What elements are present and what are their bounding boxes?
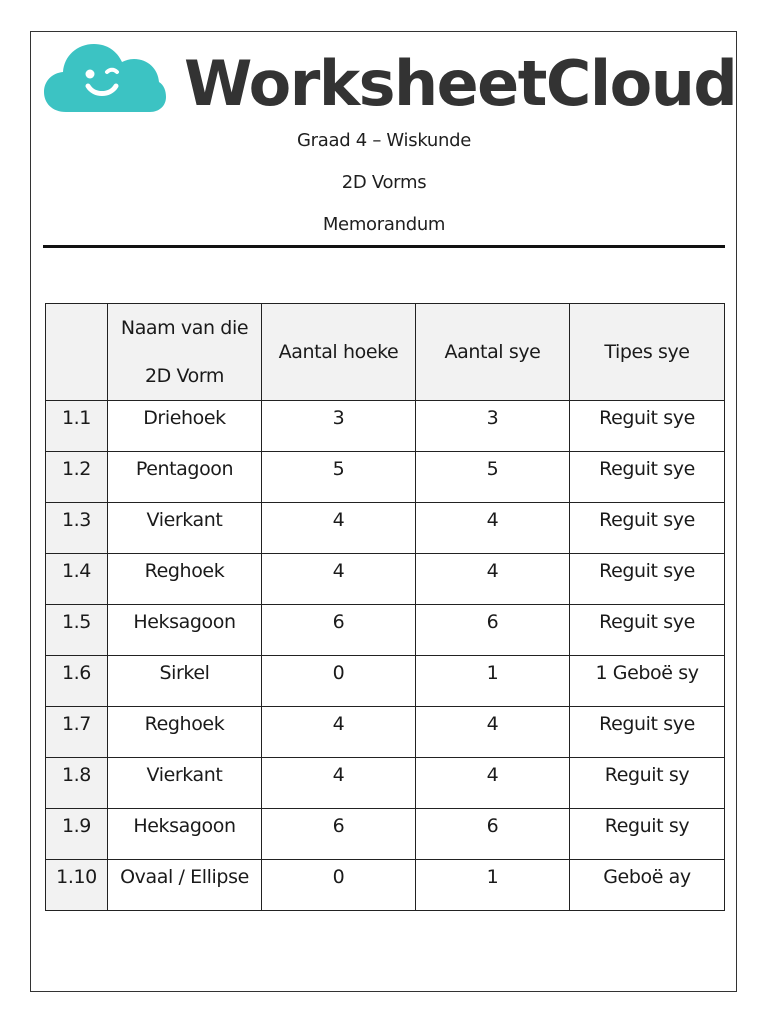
side-count: 3 [416, 401, 570, 452]
header-cell-number [46, 304, 108, 401]
shape-name: Vierkant [108, 503, 262, 554]
table-row [46, 809, 725, 860]
row-number: 1.5 [46, 605, 108, 656]
shape-name: Heksagoon [108, 605, 262, 656]
side-count: 4 [416, 758, 570, 809]
corner-count: 4 [262, 554, 416, 605]
header-cell-side-types: Tipes sye [570, 304, 725, 401]
header-cell-sides: Aantal sye [416, 304, 570, 401]
shape-name: Pentagoon [108, 452, 262, 503]
table-row [46, 452, 725, 503]
side-type: 1 Geboë sy [570, 656, 725, 707]
side-type: Reguit sye [570, 503, 725, 554]
corner-count: 4 [262, 503, 416, 554]
row-number: 1.4 [46, 554, 108, 605]
header-cell-shape-name [108, 304, 262, 401]
side-count: 6 [416, 809, 570, 860]
corner-count: 0 [262, 656, 416, 707]
header-divider [43, 245, 725, 248]
table-row [46, 605, 725, 656]
row-number: 1.7 [46, 707, 108, 758]
side-type: Reguit sy [570, 758, 725, 809]
side-count: 1 [416, 656, 570, 707]
header-shape-name-line1: Naam van die [120, 317, 249, 339]
side-type: Reguit sye [570, 707, 725, 758]
table-row [46, 554, 725, 605]
shape-name: Reghoek [108, 554, 262, 605]
side-count: 4 [416, 707, 570, 758]
row-number: 1.1 [46, 401, 108, 452]
header-shape-name-line2: 2D Vorm [144, 365, 225, 387]
shape-name: Reghoek [108, 707, 262, 758]
corner-count: 5 [262, 452, 416, 503]
shape-name: Sirkel [108, 656, 262, 707]
table-row [46, 860, 725, 911]
corner-count: 4 [262, 758, 416, 809]
brand-name: WorksheetCloud [184, 47, 737, 120]
corner-count: 0 [262, 860, 416, 911]
grade-subject: Graad 4 – Wiskunde [296, 130, 472, 151]
corner-count: 6 [262, 809, 416, 860]
shape-name: Driehoek [108, 401, 262, 452]
shape-name: Heksagoon [108, 809, 262, 860]
side-count: 4 [416, 554, 570, 605]
side-type: Geboë ay [570, 860, 725, 911]
brand-logo [44, 42, 737, 120]
corner-count: 4 [262, 707, 416, 758]
table-row [46, 503, 725, 554]
side-count: 5 [416, 452, 570, 503]
table-header-row [46, 304, 725, 401]
side-type: Reguit sye [570, 605, 725, 656]
row-number: 1.3 [46, 503, 108, 554]
document-type: Memorandum [322, 214, 446, 235]
table-row [46, 758, 725, 809]
shape-name: Vierkant [108, 758, 262, 809]
shape-name: Ovaal / Ellipse [108, 860, 262, 911]
row-number: 1.10 [46, 860, 108, 911]
row-number: 1.8 [46, 758, 108, 809]
row-number: 1.6 [46, 656, 108, 707]
side-type: Reguit sye [570, 401, 725, 452]
topic-title: 2D Vorms [341, 172, 427, 193]
corner-count: 3 [262, 401, 416, 452]
table-row [46, 707, 725, 758]
row-number: 1.2 [46, 452, 108, 503]
header-cell-corners: Aantal hoeke [262, 304, 416, 401]
side-count: 4 [416, 503, 570, 554]
side-count: 1 [416, 860, 570, 911]
smiling-cloud-icon [44, 42, 166, 114]
side-type: Reguit sy [570, 809, 725, 860]
side-type: Reguit sye [570, 554, 725, 605]
side-count: 6 [416, 605, 570, 656]
table-row [46, 656, 725, 707]
table-row [46, 401, 725, 452]
memorandum-table [45, 303, 725, 911]
side-type: Reguit sye [570, 452, 725, 503]
row-number: 1.9 [46, 809, 108, 860]
corner-count: 6 [262, 605, 416, 656]
